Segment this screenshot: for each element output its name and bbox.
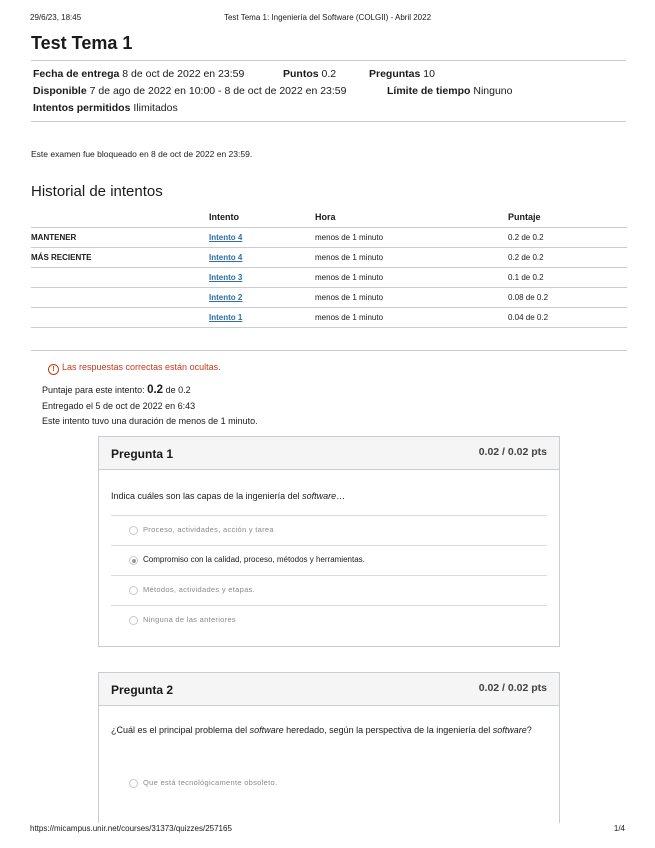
attempt-score: 0.04 de 0.2: [508, 308, 627, 328]
attempt-score-summary: Puntaje para este intento: 0.2 de 0.2: [42, 384, 191, 396]
column-header: Intento: [209, 207, 315, 228]
radio-button[interactable]: [129, 779, 138, 788]
question-title: Pregunta 1: [111, 447, 174, 461]
history-title: Historial de intentos: [31, 183, 163, 200]
table-row: [31, 268, 627, 288]
attempt-time: menos de 1 minuto: [315, 288, 508, 308]
column-header: [31, 207, 209, 228]
attempts-table: [31, 207, 627, 351]
table-header-row: [31, 207, 627, 228]
radio-button[interactable]: [129, 616, 138, 625]
attempt-link[interactable]: Intento 4: [209, 253, 243, 262]
attempt-link[interactable]: Intento 3: [209, 273, 243, 282]
radio-button-checked[interactable]: [129, 556, 138, 565]
row-label: MANTENER: [31, 228, 209, 248]
question-text: ¿Cuál es el principal problema del software heredado, según la perspectiva de la ingeniería del software?: [111, 725, 532, 735]
attempt-score: 0.08 de 0.2: [508, 288, 627, 308]
radio-button[interactable]: [129, 586, 138, 595]
table-row: [31, 288, 627, 308]
meta-points: Puntos 0.2: [283, 68, 337, 80]
meta-questions: Preguntas 10: [369, 68, 435, 80]
lock-message: Este examen fue bloqueado en 8 de oct de 2022 en 23:59.: [31, 149, 253, 159]
column-header: Puntaje: [508, 207, 627, 228]
column-header: Hora: [315, 207, 508, 228]
print-header: [30, 13, 625, 25]
radio-button[interactable]: [129, 526, 138, 535]
page-number: 1/4: [613, 824, 625, 833]
question-points: 0.02 / 0.02 pts: [478, 682, 547, 694]
attempt-score: 0.2 de 0.2: [508, 248, 627, 268]
answer-option[interactable]: [111, 769, 547, 798]
meta-available: Disponible 7 de ago de 2022 en 10:00 - 8 de oct de 2022 en 23:59: [33, 85, 347, 97]
answer-option[interactable]: [111, 575, 547, 605]
row-label: MÁS RECIENTE: [31, 248, 209, 268]
answer-option-selected[interactable]: [111, 545, 547, 575]
print-date: 29/6/23, 18:45: [30, 13, 82, 22]
row-label: [31, 288, 209, 308]
answer-text: Compromiso con la calidad, proceso, métodos y herramientas.: [143, 555, 365, 564]
answer-option[interactable]: [111, 515, 547, 545]
question-1: [98, 436, 560, 647]
attempt-time: menos de 1 minuto: [315, 248, 508, 268]
attempt-duration: Este intento tuvo una duración de menos de 1 minuto.: [42, 416, 258, 426]
question-text: Indica cuáles son las capas de la ingeniería del software…: [111, 491, 346, 501]
submitted-date: Entregado el 5 de oct de 2022 en 6:43: [42, 401, 196, 411]
attempt-link[interactable]: Intento 4: [209, 233, 243, 242]
row-label: [31, 268, 209, 288]
row-label: [31, 308, 209, 328]
page-url: https://micampus.unir.net/courses/31373/quizzes/257165: [30, 824, 232, 833]
table-row: [31, 228, 627, 248]
attempt-time: menos de 1 minuto: [315, 308, 508, 328]
warning-icon: !: [48, 364, 59, 375]
answer-text: Proceso, actividades, acción y tarea: [143, 525, 274, 534]
divider: [31, 121, 626, 122]
question-points: 0.02 / 0.02 pts: [478, 446, 547, 458]
print-title: Test Tema 1: Ingeniería del Software (COLGII) - Abril 2022: [223, 13, 432, 22]
attempt-time: menos de 1 minuto: [315, 228, 508, 248]
answer-text: Métodos, actividades y etapas.: [143, 585, 255, 594]
page-title: Test Tema 1: [31, 33, 133, 53]
meta-time-limit: Límite de tiempo Ninguno: [387, 85, 513, 97]
question-2: [98, 672, 560, 823]
table-row-empty: [31, 328, 627, 351]
hidden-answers-message: ! Las respuestas correctas están ocultas.: [48, 362, 221, 375]
question-header: [99, 673, 559, 706]
table-row: [31, 308, 627, 328]
question-title: Pregunta 2: [111, 683, 174, 697]
divider: [31, 60, 626, 61]
attempt-link[interactable]: Intento 1: [209, 313, 243, 322]
answer-option[interactable]: [111, 605, 547, 635]
attempt-time: menos de 1 minuto: [315, 268, 508, 288]
attempt-score: 0.2 de 0.2: [508, 228, 627, 248]
table-row: [31, 248, 627, 268]
question-header: [99, 437, 559, 470]
answer-text: Ninguna de las anteriores: [143, 615, 236, 624]
attempt-score: 0.1 de 0.2: [508, 268, 627, 288]
meta-due: Fecha de entrega 8 de oct de 2022 en 23:59: [33, 68, 245, 80]
attempt-link[interactable]: Intento 2: [209, 293, 243, 302]
answer-text: Que está tecnológicamente obsoleto.: [143, 778, 278, 787]
meta-attempts: Intentos permitidos Ilimitados: [33, 102, 178, 114]
